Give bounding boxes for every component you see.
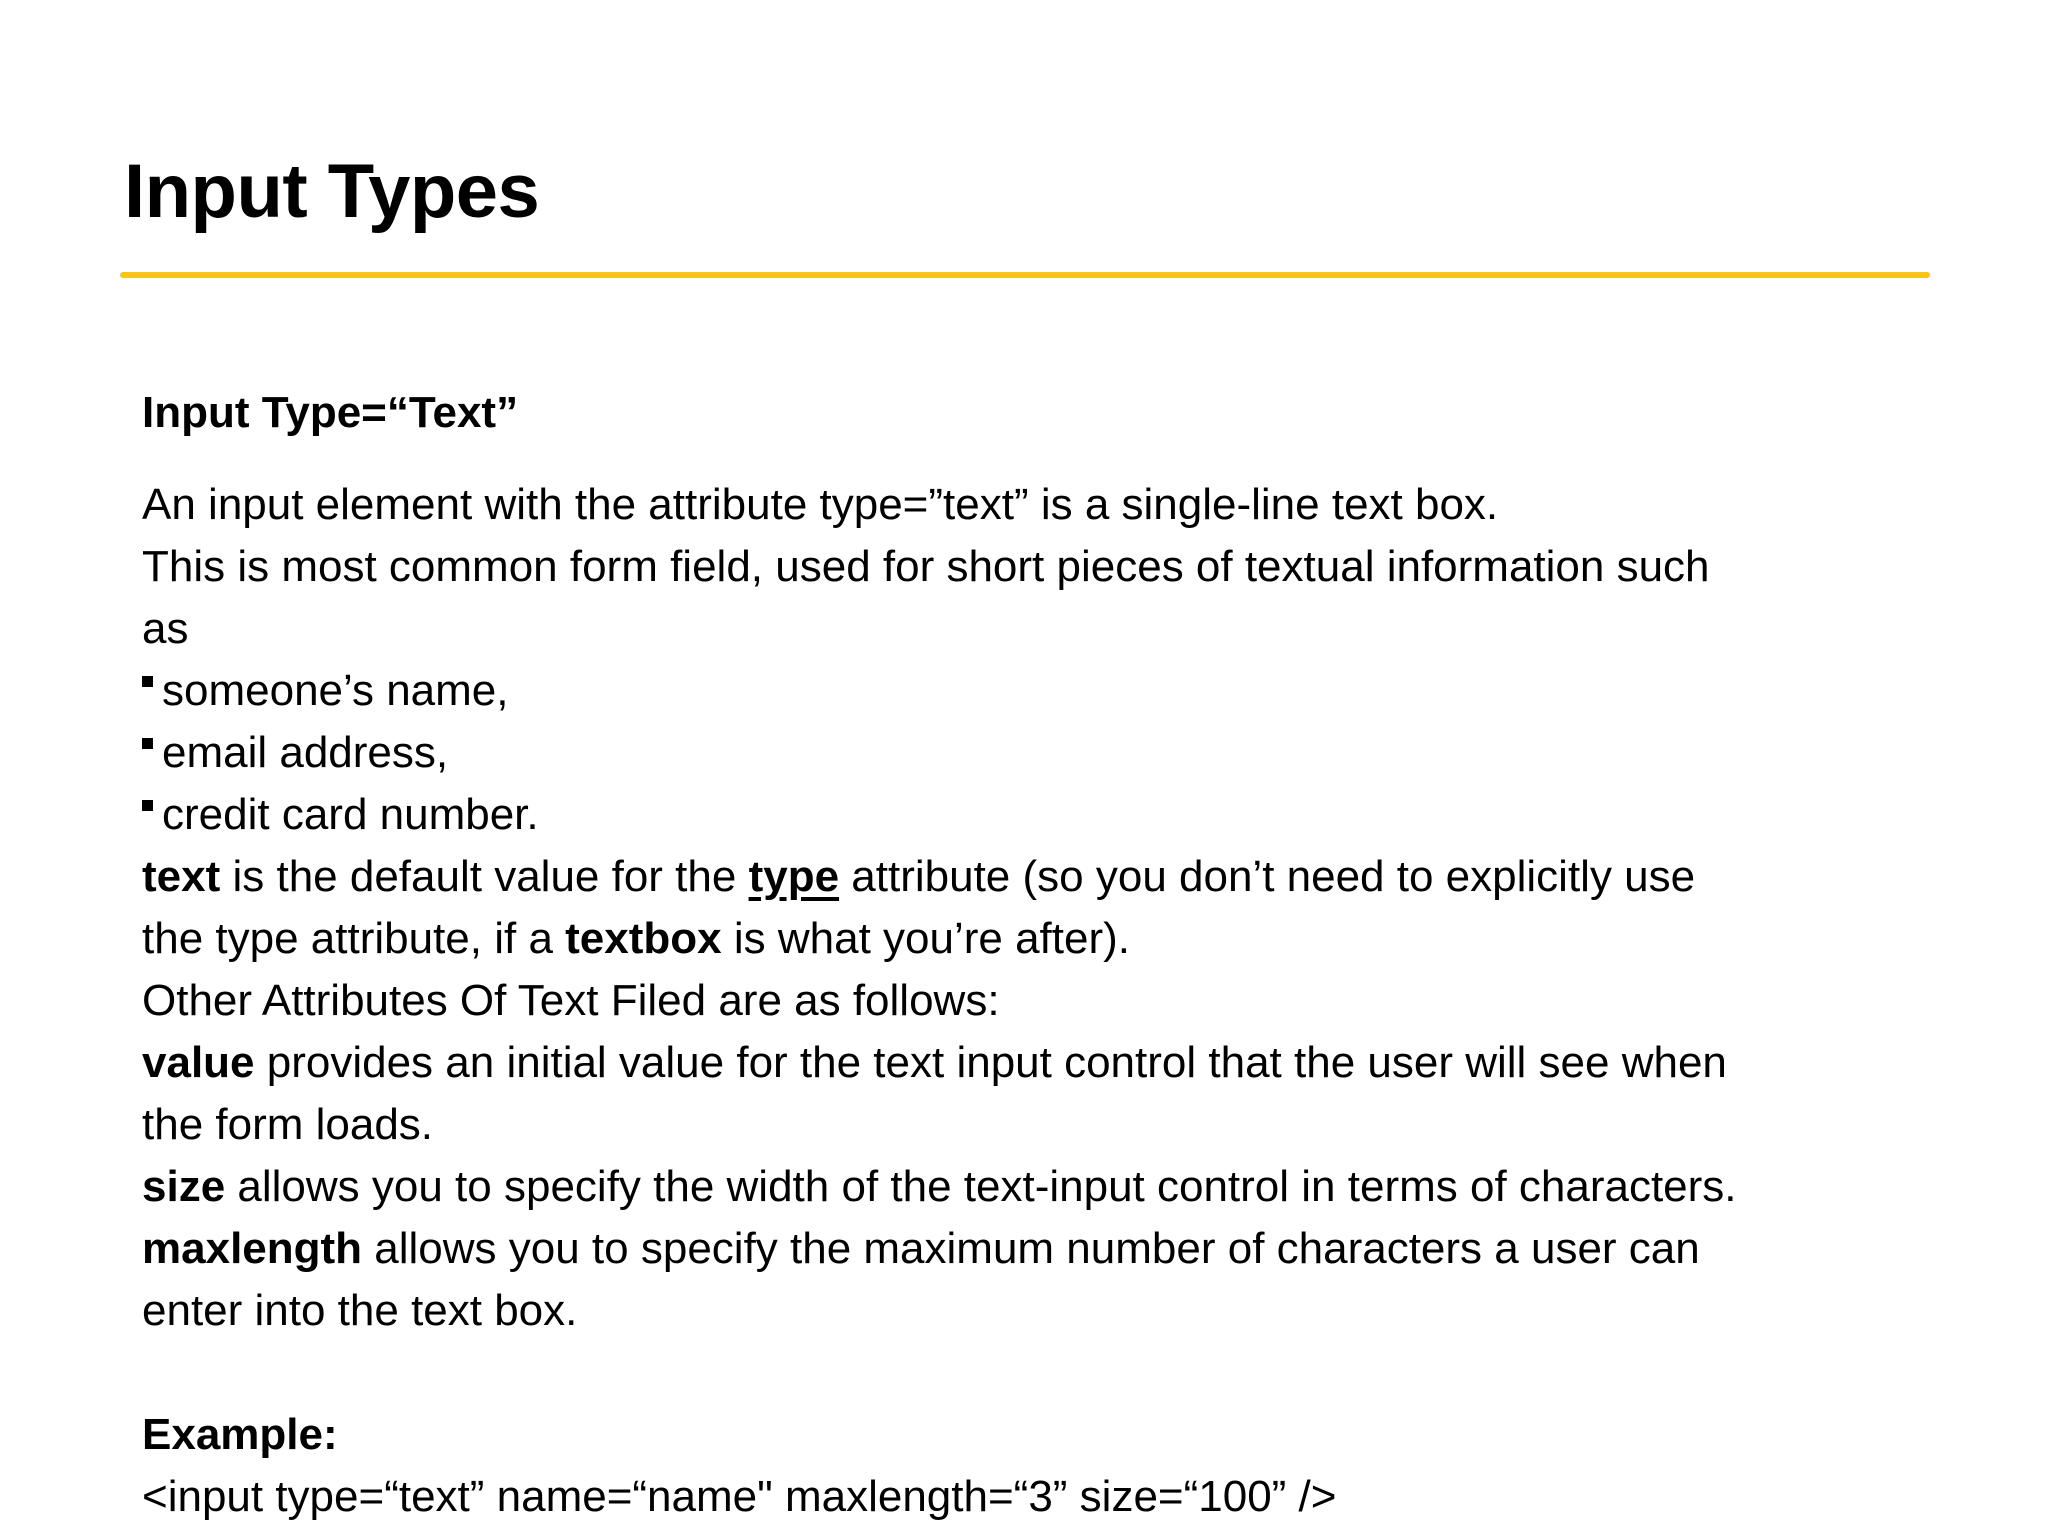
- attr-size-desc: allows you to specify the width of the text-input control in terms of characters.: [225, 1162, 1737, 1211]
- attr-maxlength-desc-1: allows you to specify the maximum number of characters a user can: [362, 1224, 1700, 1273]
- subheading: Input Type=“Text”: [142, 388, 519, 437]
- attr-value-name: value: [142, 1038, 255, 1087]
- square-bullet-icon: [142, 800, 153, 811]
- default-note-line-2: [142, 908, 1922, 970]
- attr-size-line: [142, 1156, 1922, 1218]
- bullet-item: [142, 660, 1922, 722]
- attr-value-line-2: the form loads.: [142, 1100, 434, 1149]
- intro-line-3: as: [142, 604, 189, 653]
- attr-maxlength-name: maxlength: [142, 1224, 363, 1273]
- attr-maxlength-line-2: enter into the text box.: [142, 1286, 578, 1335]
- example-code: <input type=“text” name=“name" maxlength=“3” size=“100” />: [142, 1472, 1337, 1521]
- keyword-textbox: textbox: [565, 914, 722, 963]
- intro-line-1: An input element with the attribute type=”text” is a single-line text box.: [142, 480, 1499, 529]
- slide-title: Input Types: [124, 149, 540, 234]
- other-attributes-intro: Other Attributes Of Text Filed are as follows:: [142, 976, 1000, 1025]
- default-note-part-3: the type attribute, if a: [142, 914, 566, 963]
- square-bullet-icon: [142, 676, 153, 687]
- attr-maxlength-line-1: [142, 1218, 1922, 1280]
- attr-value-desc-1: provides an initial value for the text input control that the user will see when: [254, 1038, 1727, 1087]
- default-note-line-1: [142, 846, 1922, 908]
- default-note-part-2: attribute (so you don’t need to explicitly use: [839, 852, 1696, 901]
- default-note-part-1: is the default value for the: [220, 852, 749, 901]
- keyword-text: text: [142, 852, 221, 901]
- bullet-text: credit card number.: [162, 790, 539, 839]
- slide-content: [142, 382, 1922, 1528]
- bullet-item: [142, 722, 1922, 784]
- bullet-item: [142, 784, 1922, 846]
- default-note-part-4: is what you’re after).: [721, 914, 1130, 963]
- intro-line-2: This is most common form field, used for short pieces of textual information such: [142, 542, 1710, 591]
- square-bullet-icon: [142, 738, 153, 749]
- keyword-type: type: [748, 852, 840, 901]
- attr-size-name: size: [142, 1162, 226, 1211]
- example-label: Example:: [142, 1410, 338, 1459]
- bullet-text: someone’s name,: [162, 666, 509, 715]
- title-underline: [120, 272, 1930, 278]
- attr-value-line-1: [142, 1032, 1922, 1094]
- bullet-text: email address,: [162, 728, 449, 777]
- spacer: [142, 1342, 1922, 1404]
